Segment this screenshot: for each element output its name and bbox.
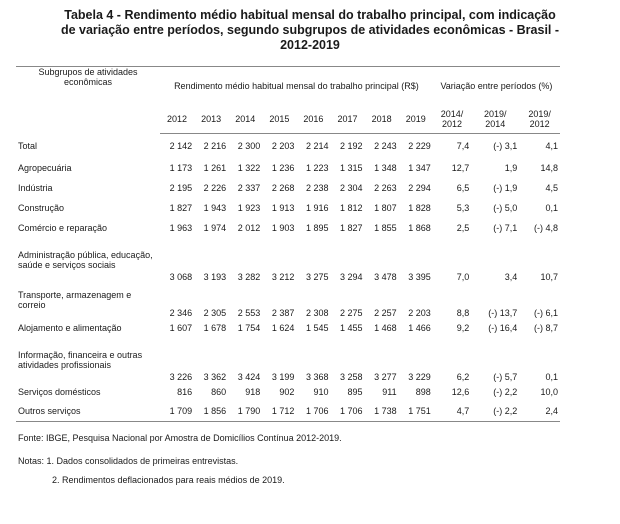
variation-value: 6,2: [456, 371, 470, 382]
income-value: 1 790: [228, 402, 262, 422]
income-value: 898: [415, 386, 431, 397]
income-value: 2 214: [305, 140, 329, 151]
variation-value: 0,1: [545, 371, 558, 382]
header-year-2012: 2012: [160, 105, 194, 134]
income-value: 1 828: [408, 202, 431, 213]
variation-value: (-) 7,1: [493, 222, 518, 233]
income-value: 1 678: [203, 322, 227, 333]
income-value: 2 387: [271, 307, 295, 318]
variation-value: (-) 5,7: [493, 371, 518, 382]
variation-value: 0,1: [545, 202, 558, 213]
header-variation: Variação entre períodos (%): [433, 67, 560, 106]
header-var-period-top: 2014/: [440, 109, 464, 119]
income-value: 2 192: [340, 140, 363, 151]
income-value: 1 261: [203, 162, 227, 173]
income-value: 1 923: [237, 202, 261, 213]
header-year-2016: 2016: [296, 105, 330, 134]
variation-value: 3,4: [504, 271, 518, 282]
income-value: 2 229: [408, 140, 431, 151]
income-value: 2 304: [340, 182, 363, 193]
table-body: [16, 134, 560, 422]
variation-value: 10,7: [540, 271, 558, 282]
income-value: 3 478: [374, 271, 397, 282]
income-value: 3 193: [203, 271, 227, 282]
header-var-period-bottom: 2012: [529, 119, 550, 129]
income-value: 2 243: [374, 140, 397, 151]
table-row: [16, 158, 560, 178]
income-value: 902: [279, 386, 295, 397]
income-value: 1 903: [271, 222, 295, 233]
variation-value: (-) 6,1: [533, 307, 558, 318]
income-value: 2 238: [305, 182, 329, 193]
variation-value: 10,0: [540, 386, 558, 397]
variation-value: (-) 3,1: [493, 140, 518, 151]
header-var-period-top: 2019/: [483, 109, 507, 119]
header-income: Rendimento médio habitual mensal do trabalho principal (R$): [160, 67, 433, 106]
income-value: 2 195: [169, 182, 193, 193]
income-value: 3 294: [340, 271, 363, 282]
variation-value: 4,1: [545, 140, 558, 151]
income-value: 1 322: [237, 162, 261, 173]
income-value: 1 545: [305, 322, 329, 333]
title-line-3: 2012-2019: [280, 38, 340, 52]
variation-value: (-) 2,2: [493, 386, 518, 397]
income-value: 1 812: [340, 202, 363, 213]
variation-value: 5,3: [456, 202, 470, 213]
income-value: 1 706: [330, 402, 364, 422]
income-value: 2 263: [374, 182, 397, 193]
row-label: Informação, financeira e outras atividades profissionais: [18, 349, 143, 370]
variation-value: (-) 8,7: [533, 322, 558, 333]
income-value: 2 012: [237, 222, 261, 233]
table-row: [16, 218, 560, 238]
variation-value: (-) 13,7: [488, 307, 518, 318]
header-var-period-bottom: 2012: [442, 119, 463, 129]
income-value: 2 308: [305, 307, 329, 318]
income-value: 1 173: [169, 162, 193, 173]
income-value: 1 223: [305, 162, 329, 173]
income-value: 1 943: [203, 202, 227, 213]
income-value: 860: [211, 386, 227, 397]
income-value: 1 348: [374, 162, 397, 173]
income-value: 910: [313, 386, 329, 397]
table-row: [16, 282, 560, 318]
income-value: 2 257: [374, 307, 397, 318]
income-table: [16, 66, 560, 422]
note-2: 2. Rendimentos deflacionados para reais médios de 2019.: [52, 475, 285, 485]
income-value: 3 395: [408, 271, 431, 282]
header-year-2015: 2015: [262, 105, 296, 134]
variation-value: 4,7: [433, 402, 472, 422]
row-label: Serviços domésticos: [18, 386, 101, 397]
income-value: 2 203: [271, 140, 295, 151]
income-value: 1 709: [160, 402, 194, 422]
title-line-2: de variação entre períodos, segundo subgrupos de atividades econômicas - Brasil -: [60, 23, 560, 37]
variation-value: (-) 16,4: [488, 322, 518, 333]
header-var-period: [519, 105, 560, 134]
income-value: 3 199: [271, 371, 295, 382]
header-year-2018: 2018: [365, 105, 399, 134]
source-note: Fonte: IBGE, Pesquisa Nacional por Amostra de Domicílios Contínua 2012-2019.: [18, 433, 342, 443]
table-row: [16, 402, 560, 422]
income-value: 1 974: [203, 222, 227, 233]
income-value: 2 300: [237, 140, 261, 151]
row-label: Comércio e reparação: [18, 222, 108, 233]
income-value: 2 268: [271, 182, 295, 193]
table-row: [16, 198, 560, 218]
income-value: 1 827: [169, 202, 193, 213]
table-row: [16, 382, 560, 402]
header-year-2017: 2017: [330, 105, 364, 134]
row-label: Indústria: [18, 182, 53, 193]
variation-value: 2,5: [456, 222, 470, 233]
income-value: 895: [347, 386, 363, 397]
variation-value: 7,0: [456, 271, 470, 282]
row-label: Outros serviços: [16, 402, 160, 422]
variation-value: 9,2: [456, 322, 470, 333]
income-value: 1 706: [296, 402, 330, 422]
income-value: 2 226: [203, 182, 227, 193]
row-label: Total: [18, 140, 38, 151]
table-row: [16, 318, 560, 338]
income-value: 1 827: [340, 222, 363, 233]
income-value: 1 856: [194, 402, 228, 422]
income-value: 2 346: [169, 307, 193, 318]
income-value: 3 368: [305, 371, 329, 382]
table-row: [16, 338, 560, 382]
income-value: 1 807: [374, 202, 397, 213]
row-label: Alojamento e alimentação: [18, 322, 122, 333]
income-value: 1 236: [271, 162, 295, 173]
row-label: Agropecuária: [18, 162, 72, 173]
income-value: 1 895: [305, 222, 329, 233]
variation-value: (-) 1,9: [493, 182, 518, 193]
income-value: 1 855: [374, 222, 397, 233]
table-row: [16, 134, 560, 158]
income-value: 1 455: [340, 322, 363, 333]
income-value: 3 258: [340, 371, 363, 382]
income-value: 1 963: [169, 222, 193, 233]
variation-value: (-) 4,8: [533, 222, 558, 233]
variation-value: 8,8: [456, 307, 470, 318]
income-value: 1 468: [374, 322, 397, 333]
income-value: 2 203: [408, 307, 431, 318]
note-1: Notas: 1. Dados consolidados de primeiras entrevistas.: [18, 456, 239, 466]
income-value: 3 229: [408, 371, 431, 382]
income-value: 1 916: [305, 202, 329, 213]
variation-value: 12,6: [451, 386, 470, 397]
header-year-2013: 2013: [194, 105, 228, 134]
header-year-2014: 2014: [228, 105, 262, 134]
income-value: 911: [382, 386, 397, 397]
income-value: 3 212: [271, 271, 295, 282]
variation-value: 2,4: [519, 402, 560, 422]
title-line-1: Tabela 4 - Rendimento médio habitual mensal do trabalho principal, com indicação: [64, 8, 556, 22]
income-value: 3 362: [203, 371, 227, 382]
income-value: 3 424: [237, 371, 261, 382]
income-value: 1 466: [408, 322, 431, 333]
header-var-period-bottom: 2014: [485, 119, 506, 129]
variation-value: 12,7: [451, 162, 470, 173]
income-value: 1 347: [408, 162, 431, 173]
row-label: Construção: [18, 202, 65, 213]
header-year-2019: 2019: [399, 105, 433, 134]
income-value: 1 624: [271, 322, 295, 333]
income-value: 1 315: [340, 162, 363, 173]
income-value: 3 226: [169, 371, 193, 382]
income-value: 3 282: [237, 271, 261, 282]
row-label: Administração pública, educação, saúde e serviços sociais: [18, 249, 153, 270]
income-value: 918: [245, 386, 261, 397]
income-value: 816: [177, 386, 193, 397]
income-value: 3 277: [374, 371, 397, 382]
income-value: 2 553: [237, 307, 261, 318]
income-value: 2 337: [237, 182, 261, 193]
header-row-main: [16, 67, 560, 106]
variation-value: (-) 5,0: [493, 202, 518, 213]
income-value: 1 754: [237, 322, 261, 333]
variation-value: 14,8: [540, 162, 558, 173]
income-value: 2 305: [203, 307, 227, 318]
header-var-period: [433, 105, 472, 134]
income-value: 1 607: [169, 322, 193, 333]
variation-value: 7,4: [456, 140, 470, 151]
row-label: Transporte, armazenagem e correio: [18, 289, 132, 310]
table-row: [16, 238, 560, 282]
header-var-period-top: 2019/: [528, 109, 551, 119]
variation-value: 6,5: [456, 182, 470, 193]
variation-value: (-) 2,2: [471, 402, 519, 422]
income-value: 1 913: [271, 202, 295, 213]
income-value: 2 294: [408, 182, 431, 193]
table-title: [18, 8, 602, 53]
income-value: 1 712: [262, 402, 296, 422]
income-value: 1 738: [365, 402, 399, 422]
income-value: 2 275: [340, 307, 363, 318]
variation-value: 1,9: [504, 162, 518, 173]
income-value: 2 142: [169, 140, 193, 151]
variation-value: 4,5: [545, 182, 558, 193]
income-value: 3 068: [169, 271, 193, 282]
header-var-period: [471, 105, 519, 134]
income-value: 1 751: [399, 402, 433, 422]
income-value: 1 868: [408, 222, 431, 233]
table-row: [16, 178, 560, 198]
income-value: 3 275: [305, 271, 329, 282]
header-subgroups: Subgrupos de atividades econômicas: [16, 67, 160, 134]
income-value: 2 216: [203, 140, 227, 151]
